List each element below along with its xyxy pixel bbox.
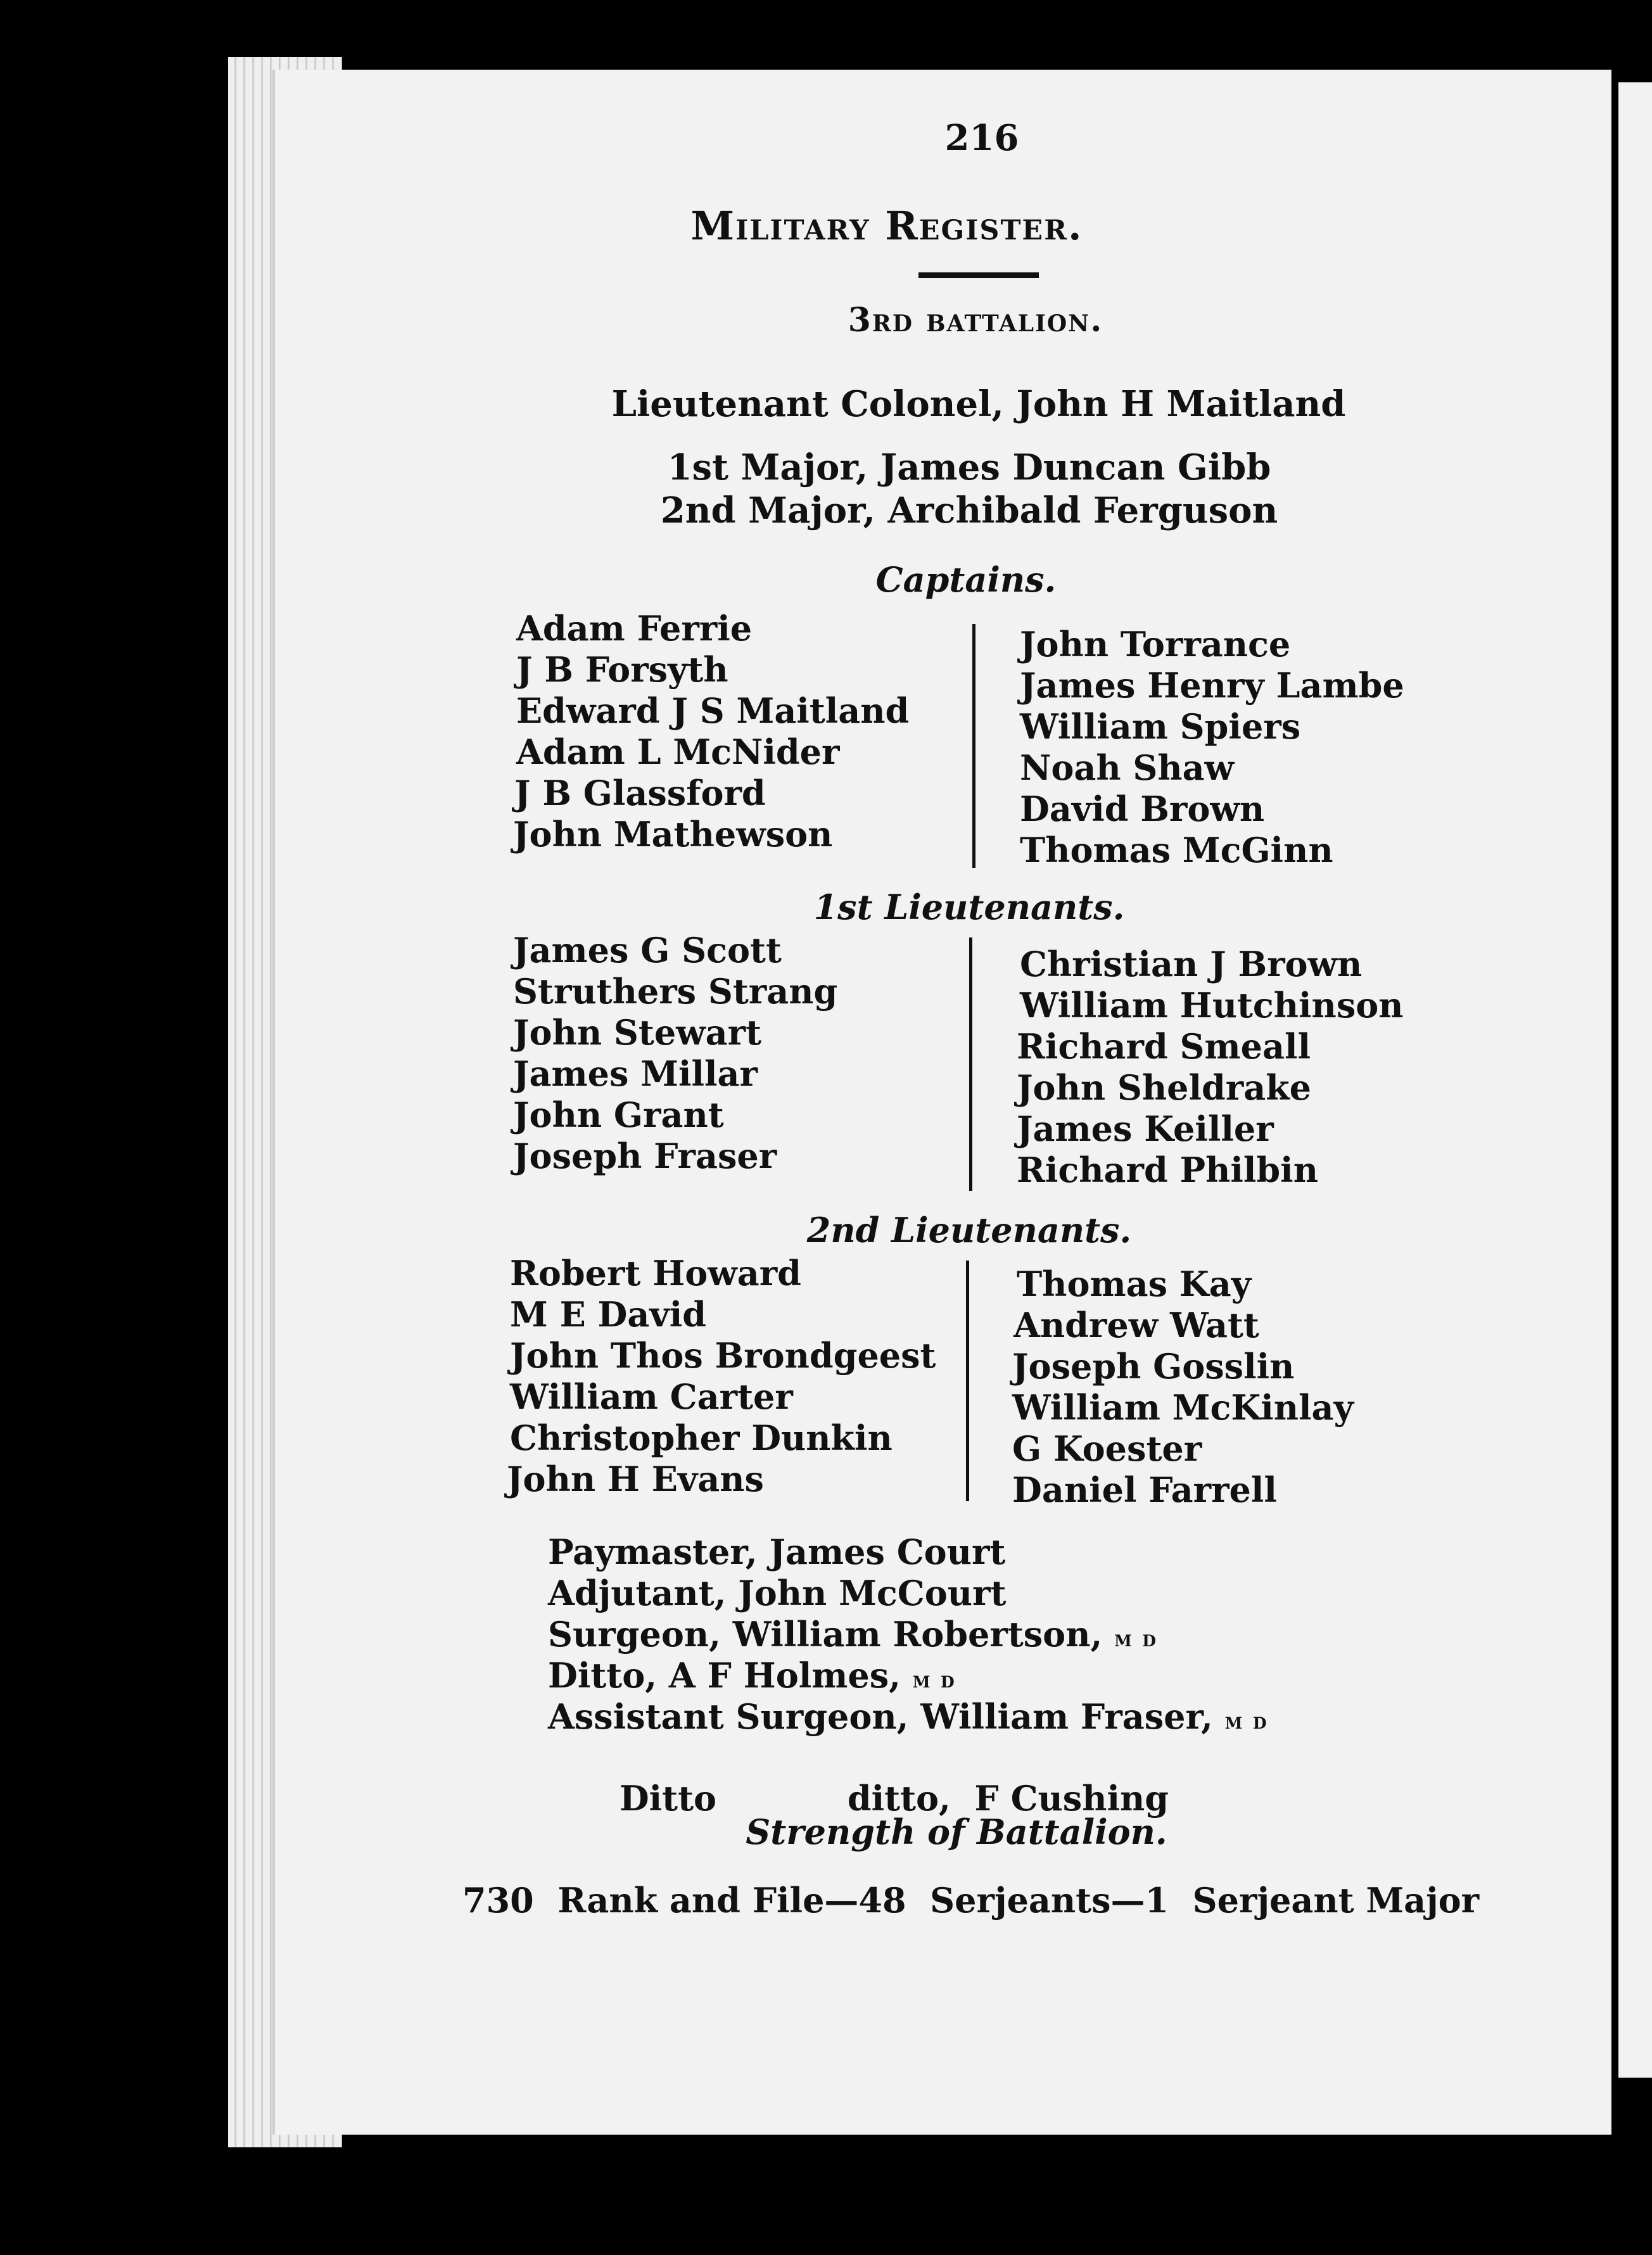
captain-name: James Henry Lambe xyxy=(1020,665,1404,706)
captain-name: J B Forsyth xyxy=(516,649,728,690)
first-lieutenant-name: Richard Smeall xyxy=(1017,1026,1311,1067)
first-lieutenant-name: John Grant xyxy=(513,1095,724,1135)
staff-line-text: Adjutant, John McCourt xyxy=(548,1573,1007,1613)
captain-name: John Torrance xyxy=(1020,624,1291,664)
captain-name: Thomas McGinn xyxy=(1020,830,1333,870)
captain-name: Edward J S Maitland xyxy=(516,690,910,731)
second-lieutenant-name: M E David xyxy=(510,1294,706,1335)
staff-line xyxy=(548,1614,1157,1655)
staff-line-text: Assistant Surgeon, William Fraser, xyxy=(548,1696,1213,1737)
first-lieutenant-name: James Keiller xyxy=(1017,1108,1274,1149)
second-lieutenant-name: G Koester xyxy=(1012,1428,1202,1469)
captain-name: Adam L McNider xyxy=(516,732,840,772)
first-lieutenant-name: James Millar xyxy=(513,1053,758,1094)
second-lieutenants-column-divider xyxy=(966,1261,969,1501)
captain-name: William Spiers xyxy=(1020,706,1301,747)
staff-line-text: Ditto, A F Holmes, xyxy=(548,1655,901,1696)
staff-line xyxy=(548,1573,1006,1613)
captains-column-divider xyxy=(972,624,975,868)
staff-degree: m d xyxy=(1114,1625,1157,1652)
strength-heading: Strength of Battalion. xyxy=(746,1812,1167,1852)
second-lieutenant-name: Thomas Kay xyxy=(1017,1264,1252,1304)
strength-line: 730 Rank and File—48 Serjeants—1 Serjeant Major xyxy=(462,1880,1480,1921)
second-lieutenant-name: Andrew Watt xyxy=(1013,1305,1259,1345)
second-lieutenants-heading: 2nd Lieutenants. xyxy=(806,1210,1132,1250)
second-lieutenant-name: Christopher Dunkin xyxy=(510,1418,893,1458)
first-lieutenant-name: James G Scott xyxy=(513,930,782,970)
first-lieutenants-column-divider xyxy=(969,937,972,1191)
second-major-line: 2nd Major, Archibald Ferguson xyxy=(660,490,1278,531)
staff-line-text: Surgeon, William Robertson, xyxy=(548,1614,1103,1655)
staff-degree: m d xyxy=(912,1667,956,1693)
first-lieutenant-name: John Sheldrake xyxy=(1017,1067,1311,1108)
first-lieutenants-heading: 1st Lieutenants. xyxy=(813,887,1125,927)
staff-degree: m d xyxy=(1224,1708,1268,1734)
first-lieutenant-name: Richard Philbin xyxy=(1017,1150,1318,1190)
page-number: 216 xyxy=(944,117,1019,159)
second-lieutenant-name: Joseph Gosslin xyxy=(1012,1346,1295,1387)
staff-line xyxy=(548,1655,956,1696)
captain-name: Noah Shaw xyxy=(1020,747,1235,788)
title-rule xyxy=(918,272,1039,278)
staff-line xyxy=(548,1696,1268,1737)
battalion-title: 3rd battalion. xyxy=(848,301,1103,340)
running-head: Military Register. xyxy=(690,203,1083,249)
second-lieutenant-name: Robert Howard xyxy=(510,1253,801,1293)
first-lieutenant-name: John Stewart xyxy=(513,1012,762,1053)
staff-line-text: Ditto ditto, F Cushing xyxy=(619,1778,1169,1819)
second-lieutenant-name: William McKinlay xyxy=(1012,1387,1354,1428)
staff-line-text: Paymaster, James Court xyxy=(548,1532,1006,1572)
captain-name: John Mathewson xyxy=(513,814,833,854)
first-lieutenant-name: Joseph Fraser xyxy=(513,1136,777,1176)
captain-name: Adam Ferrie xyxy=(516,608,753,649)
staff-line xyxy=(548,1532,1005,1572)
first-major-line: 1st Major, James Duncan Gibb xyxy=(667,447,1271,488)
captain-name: J B Glassford xyxy=(514,773,766,813)
second-lieutenant-name: William Carter xyxy=(510,1376,793,1417)
first-lieutenant-name: William Hutchinson xyxy=(1020,985,1404,1026)
captain-name: David Brown xyxy=(1020,789,1265,829)
first-lieutenant-name: Christian J Brown xyxy=(1020,944,1363,984)
second-lieutenant-name: Daniel Farrell xyxy=(1012,1470,1277,1510)
second-lieutenant-name: John H Evans xyxy=(507,1459,764,1499)
first-lieutenant-name: Struthers Strang xyxy=(513,971,838,1012)
lieutenant-colonel-line: Lieutenant Colonel, John H Maitland xyxy=(611,383,1346,425)
captains-heading: Captains. xyxy=(875,559,1057,600)
second-lieutenant-name: John Thos Brondgeest xyxy=(510,1335,936,1376)
